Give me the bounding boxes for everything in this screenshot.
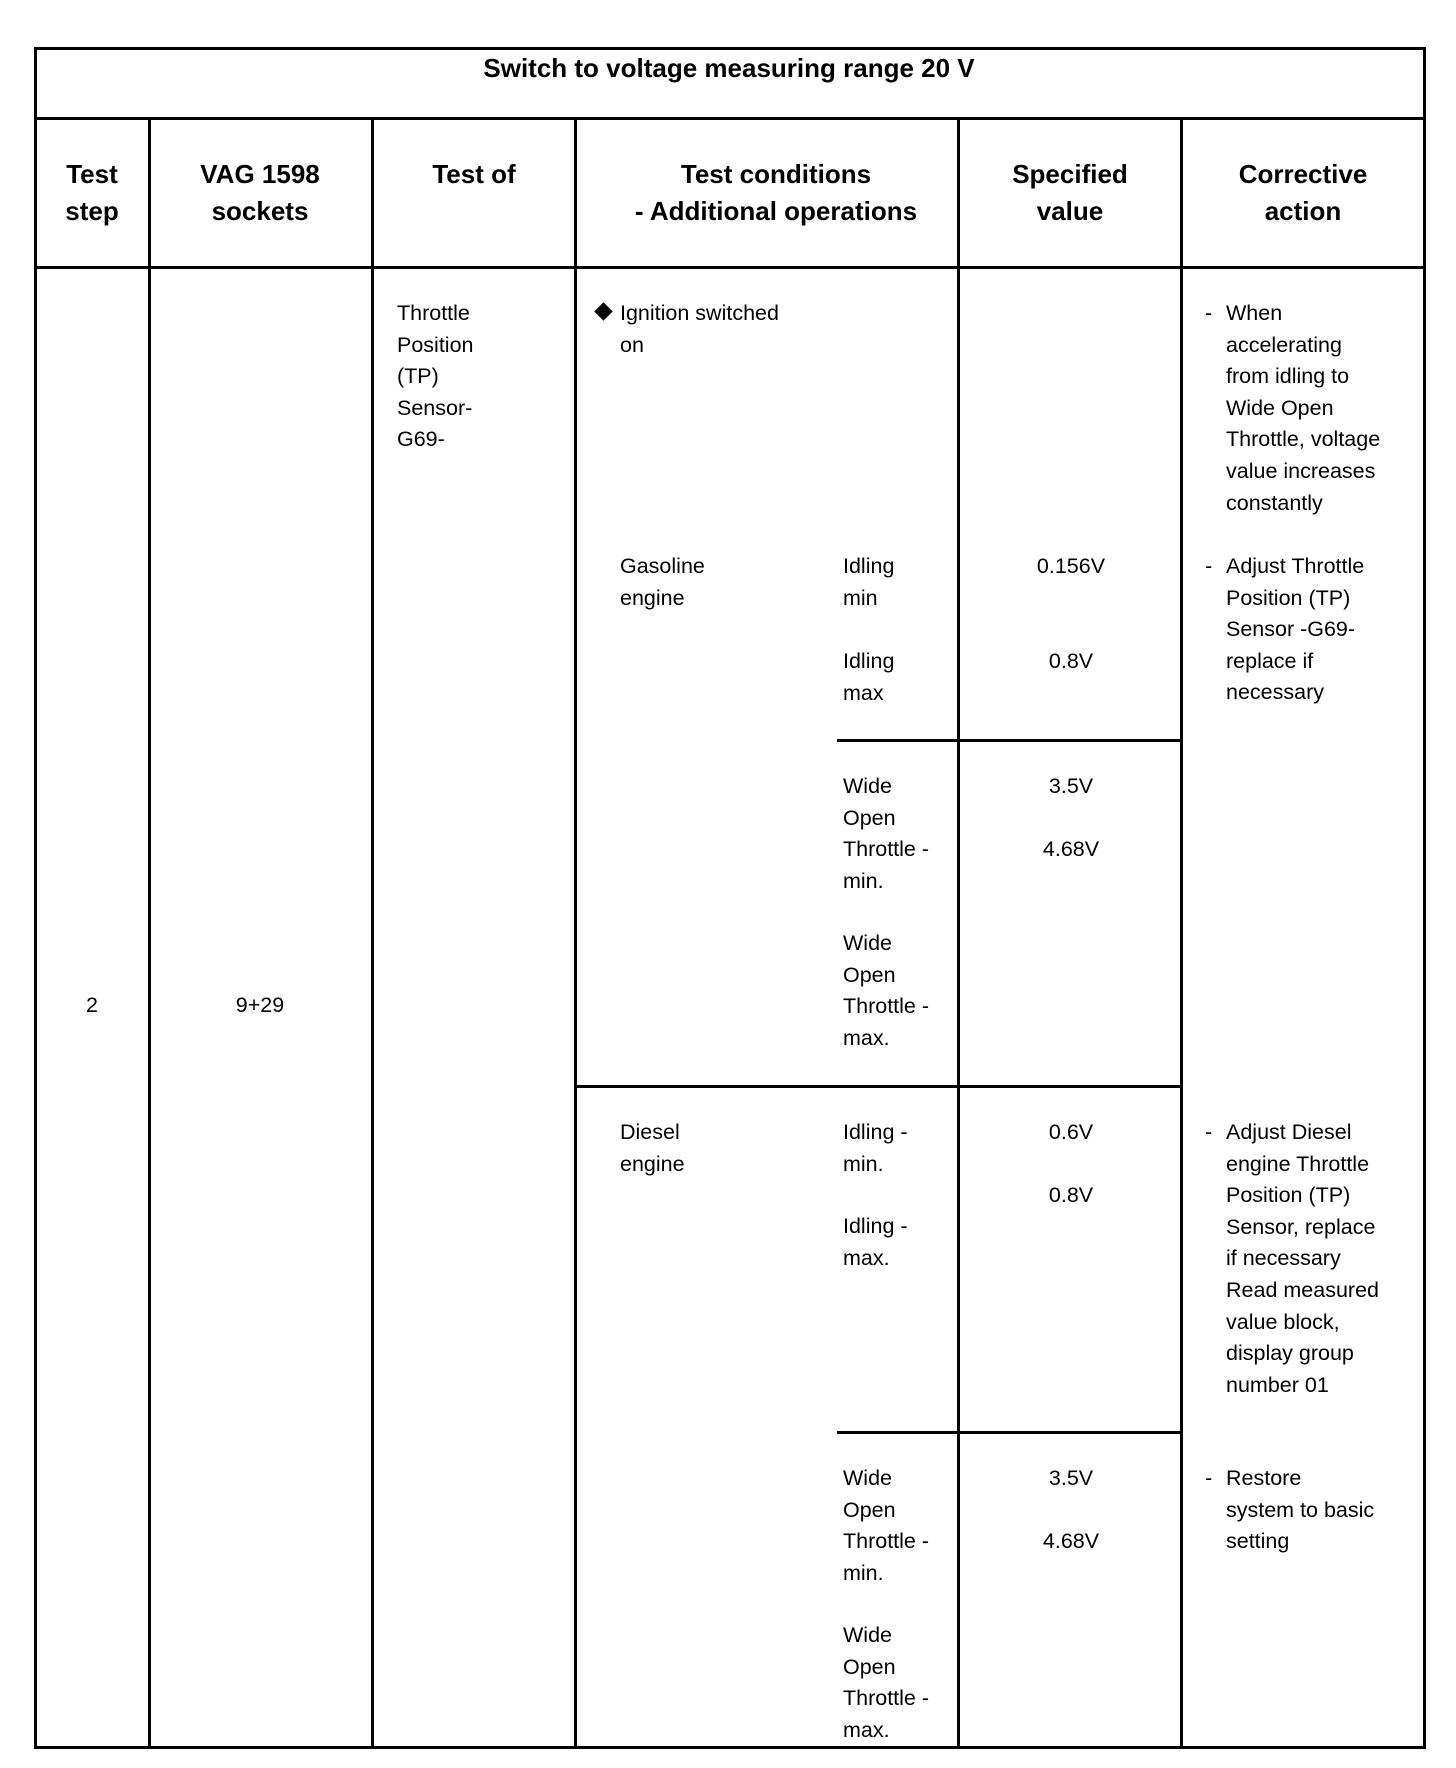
gasoline-idling-min-value: 0.156V [1036,554,1106,578]
diesel-wot-max: Wide Open Throttle - max. [843,1623,930,1742]
diesel-corrective-2: Restore system to basic setting [1226,1466,1375,1554]
diesel-wot-min: Wide Open Throttle - min. [843,1466,930,1585]
header-sockets: VAG 1598 sockets [200,159,320,226]
dash: - [1205,1466,1213,1490]
dash: - [1205,1120,1213,1144]
table-border-bottom [34,1746,1426,1749]
gasoline-wot-max-value: 4.68V [1042,837,1100,861]
diesel-engine-label: Diesel engine [620,1120,685,1176]
diesel-idling-min-value: 0.6V [1048,1120,1094,1144]
corrective-1: When accelerating from idling to Wide Open Throttle, voltage value increases constantly [1226,301,1381,515]
row-line [574,1085,1182,1088]
header-corrective-action: Corrective action [1238,159,1368,226]
col-line [148,117,151,1748]
gasoline-wot-min: Wide Open Throttle - min. [843,774,930,893]
condition-ignition: Ignition switched on [620,301,779,357]
test-of: Throttle Position (TP) Sensor- G69- [397,301,474,452]
gasoline-engine-label: Gasoline engine [620,554,705,610]
dash: - [1205,301,1213,325]
header-divider [34,266,1426,269]
diesel-idling-max: Idling - max. [843,1214,908,1270]
header-test-conditions: Test conditions - Additional operations [634,159,918,226]
table-border-left [34,47,37,1749]
table-border-right [1423,47,1426,1749]
gasoline-wot-max: Wide Open Throttle - max. [843,931,930,1050]
col-line [1180,117,1183,1748]
header-test-step: Test step [65,159,119,226]
gasoline-idling-max: Idling max [843,649,895,705]
gasoline-corrective: Adjust Throttle Position (TP) Sensor -G69- replace if necessary [1226,554,1365,705]
diesel-idling-max-value: 0.8V [1048,1183,1094,1207]
sockets: 9+29 [235,993,285,1017]
diesel-wot-max-value: 4.68V [1042,1529,1100,1553]
gasoline-idling-max-value: 0.8V [1048,649,1094,673]
col-line [371,117,374,1748]
row-line [837,739,1182,742]
gasoline-wot-min-value: 3.5V [1048,774,1094,798]
header-specified-value: Specified value [1012,159,1128,226]
diesel-idling-min: Idling - min. [843,1120,908,1176]
title-divider [34,117,1426,120]
col-line [957,117,960,1748]
row-line [837,1431,1182,1434]
diesel-wot-min-value: 3.5V [1048,1466,1094,1490]
test-step: 2 [86,993,98,1017]
col-line [574,117,577,1748]
diesel-corrective: Adjust Diesel engine Throttle Position (TP) Sensor, replace if necessary Read measured value block, display group number 01 [1226,1120,1379,1397]
dash: - [1205,554,1213,578]
gasoline-idling-min: Idling min [843,554,895,610]
table-title: Switch to voltage measuring range 20 V [483,53,975,83]
header-test-of: Test of [432,159,516,189]
diamond-bullet-icon [594,302,612,320]
